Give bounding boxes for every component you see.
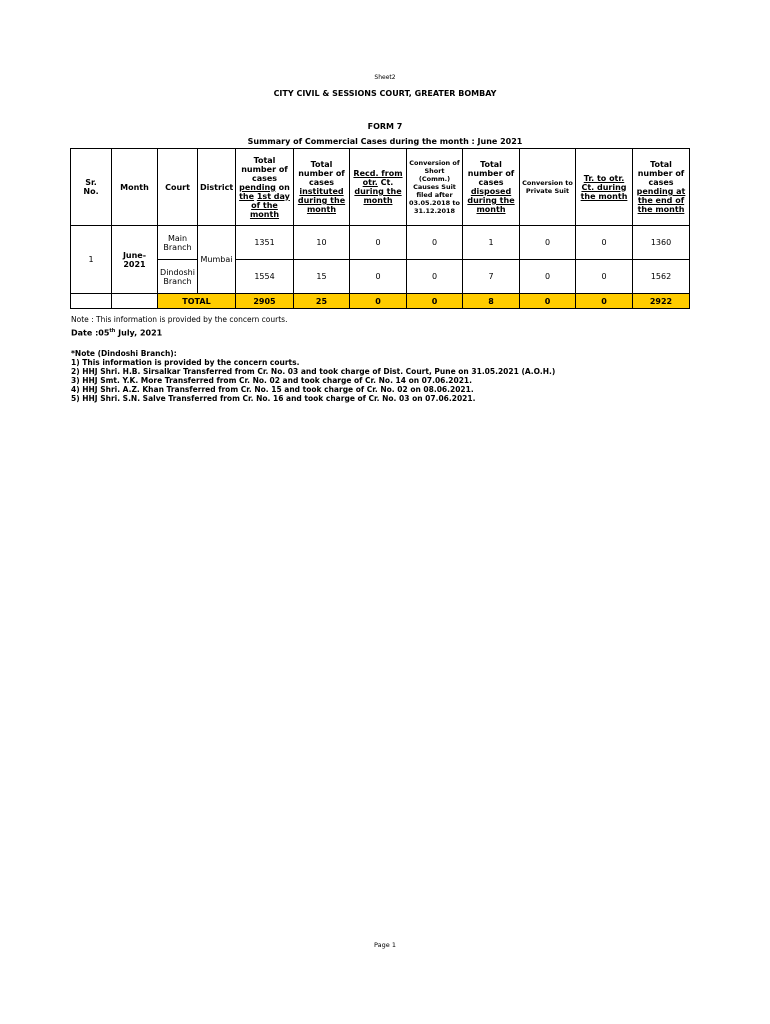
value-cell: 1 [463, 226, 520, 260]
value-cell: 0 [350, 260, 407, 294]
total-value: 25 [294, 294, 350, 309]
value-cell: 1562 [633, 260, 690, 294]
dindoshi-note-item: 5) HHJ Shri. S.N. Salve Transferred from Cr. No. 16 and took charge of Cr. No. 03 on 07.06.2021. [71, 394, 476, 403]
header-disposed: Total number of cases disposed during the month [463, 149, 520, 226]
district-cell: Mumbai [198, 226, 236, 294]
dindoshi-note-heading: *Note (Dindoshi Branch): [71, 349, 177, 358]
value-cell: 0 [407, 260, 463, 294]
dindoshi-note-item: 2) HHJ Shri. H.B. Sirsalkar Transferred from Cr. No. 03 and took charge of Dist. Court, Pune on 31.05.2021 (A.O.H.) [71, 367, 556, 376]
summary-title: Summary of Commercial Cases during the month : June 2021 [247, 137, 523, 146]
total-value: 0 [520, 294, 576, 309]
value-cell: 7 [463, 260, 520, 294]
value-cell: 1360 [633, 226, 690, 260]
total-value: 0 [576, 294, 633, 309]
total-label: TOTAL [158, 294, 236, 309]
table-note: Note : This information is provided by the concern courts. [71, 315, 288, 324]
header-row [71, 149, 690, 226]
header-court: Court [158, 149, 198, 226]
header-month: Month [112, 149, 158, 226]
sheet-label: Sheet2 [374, 74, 396, 81]
total-value: 0 [350, 294, 407, 309]
header-transferred: Tr. to otr. Ct. during the month [576, 149, 633, 226]
commercial-cases-table [70, 148, 690, 309]
header-recd-from-other-court: Recd. from otr. Ct. during the month [350, 149, 407, 226]
month-cell: June-2021 [112, 226, 158, 294]
total-value: 8 [463, 294, 520, 309]
header-conversion-short-causes: Conversion of Short (Comm.) Causes Suit filed after 03.05.2018 to 31.12.2018 [407, 149, 463, 226]
value-cell: 15 [294, 260, 350, 294]
total-value: 2905 [236, 294, 294, 309]
report-date: Date :05th July, 2021 [71, 328, 163, 338]
value-cell: 0 [576, 260, 633, 294]
total-value: 0 [407, 294, 463, 309]
table-row [71, 260, 690, 294]
value-cell: 1554 [236, 260, 294, 294]
header-pending-start: Total number of cases pending on the 1st day of the month [236, 149, 294, 226]
header-sr-no: Sr. No. [71, 149, 112, 226]
value-cell: 0 [520, 260, 576, 294]
header-pending-end: Total number of cases pending at the end of the month [633, 149, 690, 226]
blank-cell [112, 294, 158, 309]
court-cell: Dindoshi Branch [158, 260, 198, 294]
dindoshi-note-item: 3) HHJ Smt. Y.K. More Transferred from Cr. No. 02 and took charge of Cr. No. 14 on 07.06.2021. [71, 376, 472, 385]
dindoshi-note-item: 1) This information is provided by the concern courts. [71, 358, 300, 367]
form-title: FORM 7 [367, 122, 403, 131]
total-row [71, 294, 690, 309]
value-cell: 10 [294, 226, 350, 260]
header-district: District [198, 149, 236, 226]
header-instituted: Total number of cases instituted during the month [294, 149, 350, 226]
dindoshi-note [71, 349, 555, 403]
sr-no-cell: 1 [71, 226, 112, 294]
page-number: Page 1 [374, 941, 396, 949]
header-conversion-private-suit: Conversion to Private Suit [520, 149, 576, 226]
value-cell: 0 [520, 226, 576, 260]
value-cell: 1351 [236, 226, 294, 260]
court-title: CITY CIVIL & SESSIONS COURT, GREATER BOMBAY [273, 89, 497, 98]
value-cell: 0 [407, 226, 463, 260]
dindoshi-note-item: 4) HHJ Shri. A.Z. Khan Transferred from Cr. No. 15 and took charge of Cr. No. 02 on 08.06.2021. [71, 385, 474, 394]
value-cell: 0 [350, 226, 407, 260]
blank-cell [71, 294, 112, 309]
table-row [71, 226, 690, 260]
court-cell: Main Branch [158, 226, 198, 260]
value-cell: 0 [576, 226, 633, 260]
total-value: 2922 [633, 294, 690, 309]
